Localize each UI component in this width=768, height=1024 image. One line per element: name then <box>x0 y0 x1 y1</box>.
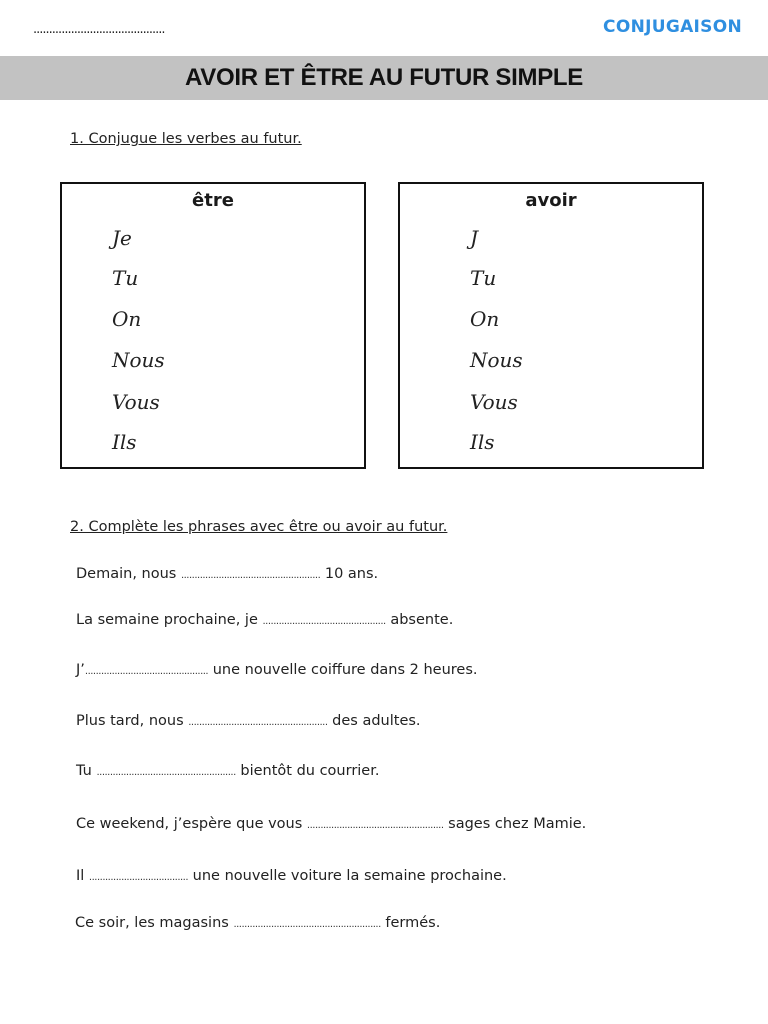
answer-blank[interactable]: ..................................... <box>88 872 189 883</box>
sentence <box>76 868 507 884</box>
pronoun: Tu <box>112 266 139 290</box>
sentence-end: sages chez Mamie. <box>448 816 587 832</box>
exercise1-instruction: 1. Conjugue les verbes au futur. <box>70 131 302 147</box>
answer-blank[interactable]: .............................................. <box>84 666 209 677</box>
sentence-end: une nouvelle coiffure dans 2 heures. <box>212 662 478 678</box>
pronoun: Nous <box>470 348 523 372</box>
sentence-start: Ce weekend, j’espère que vous <box>76 816 303 832</box>
answer-blank[interactable]: .................................................... <box>180 570 321 581</box>
sentence-start: Ce soir, les magasins <box>75 915 229 931</box>
page-title: AVOIR ET ÊTRE AU FUTUR SIMPLE <box>185 64 583 91</box>
sentence <box>76 713 421 729</box>
exercise2-instruction: 2. Complète les phrases avec être ou avoir au futur. <box>70 519 448 535</box>
name-line: .......................................... <box>33 22 165 37</box>
sentence-start: La semaine prochaine, je <box>76 612 258 628</box>
sentence <box>76 816 586 832</box>
answer-blank[interactable]: ................................................... <box>306 820 444 831</box>
answer-blank[interactable]: .............................................. <box>262 616 386 627</box>
pronoun: Nous <box>112 348 165 372</box>
sentence <box>76 662 478 678</box>
sentence-end: bientôt du courrier. <box>240 763 380 779</box>
conjugation-table-etre <box>60 182 366 469</box>
sentence-end: une nouvelle voiture la semaine prochaine. <box>192 868 507 884</box>
sentence-end: des adultes. <box>332 713 421 729</box>
title-band <box>0 56 768 100</box>
pronoun: Vous <box>112 390 160 414</box>
answer-blank[interactable]: ....................................................... <box>233 919 381 930</box>
answer-blank[interactable]: .................................................... <box>188 717 328 728</box>
pronoun: Tu <box>470 266 497 290</box>
sentence-start: Demain, nous <box>76 566 177 582</box>
pronoun: Ils <box>112 430 137 454</box>
category-label: CONJUGAISON <box>603 17 742 37</box>
sentence-end: absente. <box>390 612 454 628</box>
sentence-start: Plus tard, nous <box>76 713 184 729</box>
sentence <box>75 915 440 931</box>
conjugation-table-avoir <box>398 182 704 469</box>
sentence <box>76 566 378 582</box>
pronoun: On <box>470 307 500 331</box>
table-heading: être <box>192 190 234 211</box>
sentence-end: 10 ans. <box>324 566 379 582</box>
pronoun: On <box>112 307 142 331</box>
pronoun: J <box>470 226 479 250</box>
answer-blank[interactable]: .................................................... <box>96 767 236 778</box>
sentence-start: Il <box>76 868 85 884</box>
pronoun: Vous <box>470 390 518 414</box>
sentence <box>76 612 453 628</box>
table-heading: avoir <box>525 190 577 211</box>
pronoun: Je <box>112 226 132 250</box>
sentence-start: J’ <box>76 662 85 678</box>
pronoun: Ils <box>470 430 495 454</box>
sentence-end: fermés. <box>385 915 441 931</box>
sentence <box>76 763 379 779</box>
sentence-start: Tu <box>76 763 92 779</box>
